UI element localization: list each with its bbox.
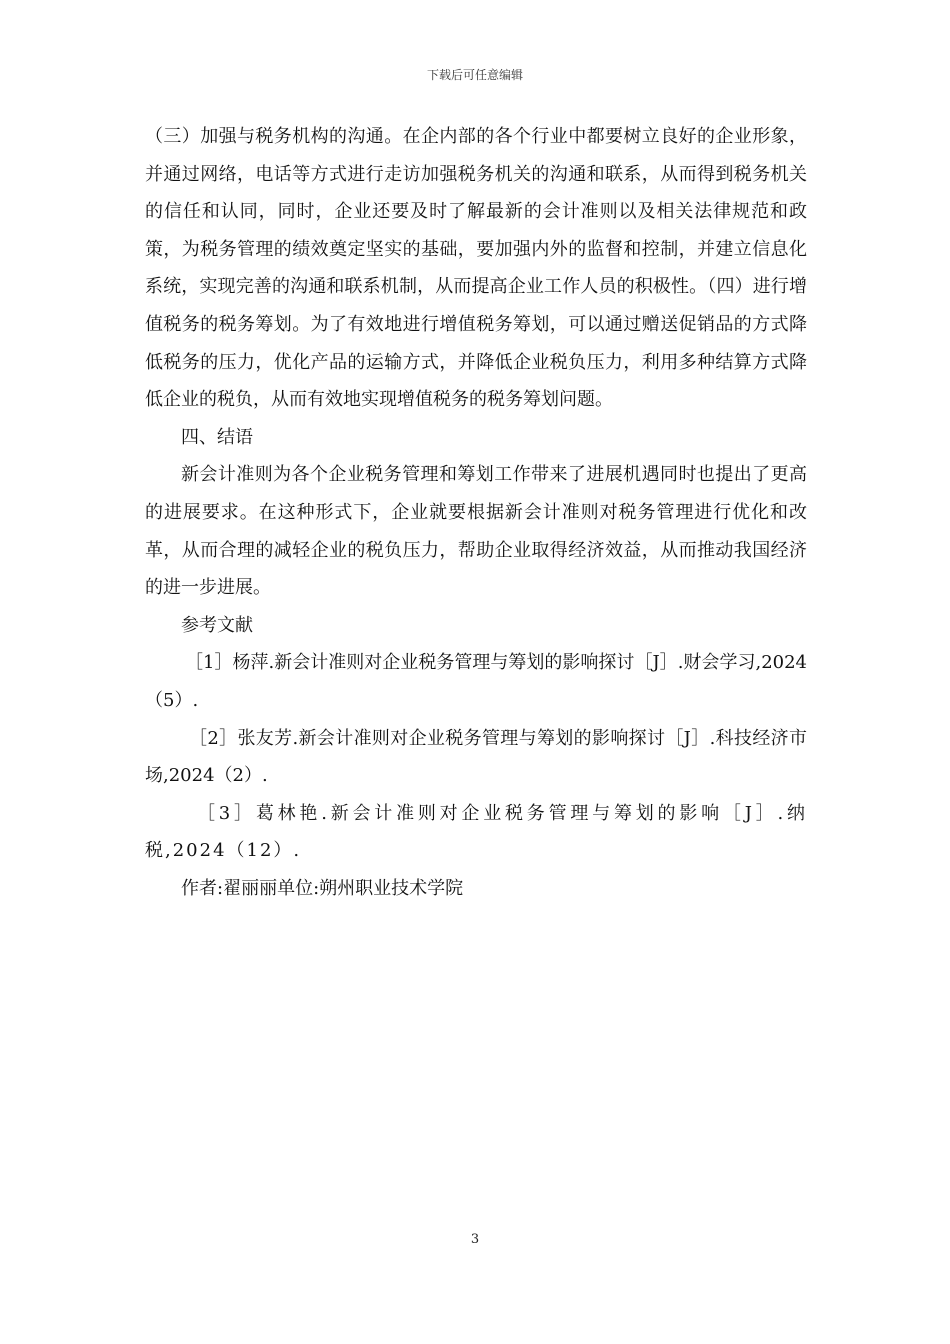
body-paragraph: （三）加强与税务机构的沟通。在企内部的各个行业中都要树立良好的企业形象，并通过网络，电话等方式进行走访加强税务机关的沟通和联系，从而得到税务机关的信任和认同，同时，企业还要及时了解最新的会计准则以及相关法律规范和政策，为税务管理的绩效奠定坚实的基础，要加强内外的监督和控制，并建立信息化系统，实现完善的沟通和联系机制，从而提高企业工作人员的积极性。（四）进行增值税务的税务筹划。为了有效地进行增值税务筹划，可以通过赠送促销品的方式降低税务的压力，优化产品的运输方式，并降低企业税负压力，利用多种结算方式降低企业的税负，从而有效地实现增值税务的税务筹划问题。: [145, 126, 807, 411]
reference-item: ［1］杨萍.新会计准则对企业税务管理与筹划的影响探讨［J］.财会学习,2024（5）.: [145, 652, 807, 711]
author-line: 作者:翟丽丽单位:朔州职业技术学院: [181, 877, 464, 899]
references-heading: 参考文献: [181, 614, 253, 636]
section-heading: 四、结语: [181, 426, 253, 448]
body-paragraph: 新会计准则为各个企业税务管理和筹划工作带来了进展机遇同时也提出了更高的进展要求。在这种形式下，企业就要根据新会计准则对税务管理进行优化和改革，从而合理的减轻企业的税负压力，帮助企业取得经济效益，从而推动我国经济的进一步进展。: [145, 464, 807, 599]
reference-item: ［2］张友芳.新会计准则对企业税务管理与筹划的影响探讨［J］.科技经济市场,2024（2）.: [145, 727, 807, 787]
page-header: 下载后可任意编辑: [426, 68, 523, 82]
document-body: [145, 118, 807, 907]
reference-item: ［3］葛林艳.新会计准则对企业税务管理与筹划的影响［J］.纳税,2024（12）.: [145, 802, 807, 862]
page-number: 3: [470, 1232, 480, 1247]
